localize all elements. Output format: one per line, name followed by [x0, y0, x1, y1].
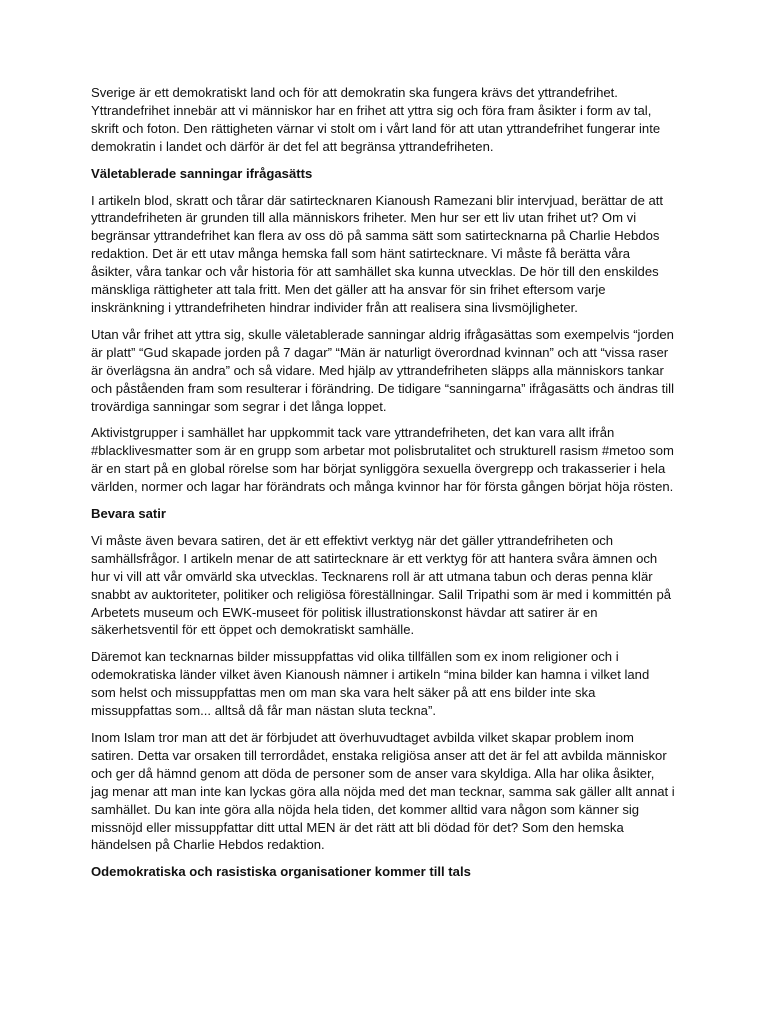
- paragraph-artikeln-blod: I artikeln blod, skratt och tårar där satirtecknaren Kianoush Ramezani blir intervjuad, berättar de att yttrandefriheten är grunden till alla människors friheter. Men hur ser ett liv utan frihet ut? Om vi begränsar yttrandefrihet kan flera av oss dö på samma sätt som satirtecknarna på Charlie Hebdos redaktion. Det är ett utav många hemska fall som hänt satirtecknare. Vi måste få berätta våra åsikter, våra tankar och vår historia för att samhället ska kunna utvecklas. De hör till den enskildes mänskliga rättigheter att tala fritt. Men det gäller att ha ansvar för sin frihet eftersom varje inskränkning i yttrandefriheten hindrar individer från att realisera sina livsmöjligheter.: [91, 192, 664, 315]
- paragraph-daremot: Däremot kan tecknarnas bilder missuppfattas vid olika tillfällen som ex inom religioner och i odemokratiska länder vilket även Kianoush nämner i artikeln “mina bilder kan hamna i vilket land som helst och missuppfattas men om man ska vara helt säker på att ens bilder inte ska missuppfattas som... alltså då får man nästan sluta teckna”.: [91, 649, 650, 719]
- document-page: [91, 84, 675, 890]
- paragraph-utan-var-frihet: Utan vår frihet att yttra sig, skulle väletablerade sanningar aldrig ifrågasättas som exempelvis “jorden är platt” “Gud skapade jorden på 7 dagar” “Män är naturligt överordnad kvinnan” och att “vissa raser är överlägsna än andra” och så vidare. Med hjälp av yttrandefriheten släpps alla människors tankar och påståenden fram som resulterar i förändring. De tidigare “sanningarna” ifrågasätts och ändras till trovärdiga sanningar som segrar i det långa loppet.: [91, 326, 674, 414]
- paragraph-bevara-satiren: Vi måste även bevara satiren, det är ett effektivt verktyg när det gäller yttrandefriheten och samhällsfrågor. I artikeln menar de att satirtecknare är ett verktyg för att hantera svåra ämnen och hur vi vill att vår omvärld ska utvecklas. Tecknarens roll är att utmana tabun och deras penna klär snabbt av auktoriteter, politiker och religiösa föreställningar. Salil Tripathi som är med i kommittén på Arbetets museum och EWK-museet för politisk illustrationskonst hävdar att satirer är en säkerhetsventil för ett öppet och demokratiskt samhälle.: [91, 532, 672, 638]
- heading-odemokratiska: Odemokratiska och rasistiska organisationer kommer till tals: [91, 864, 471, 880]
- heading-bevara-satir: Bevara satir: [91, 506, 166, 522]
- paragraph-intro: Sverige är ett demokratiskt land och för att demokratin ska fungera krävs det yttrandefrihet. Yttrandefrihet innebär att vi människor har en frihet att yttra sig och föra fram åsikter i form av tal, skrift och foton. Den rättigheten värnar vi stolt om i vårt land för att utan yttrandefrihet fungerar inte demokratin i landet och därför är det fel att begränsa yttrandefriheten.: [91, 85, 661, 154]
- heading-valetablerade-sanningar: Väletablerade sanningar ifrågasätts: [91, 165, 313, 181]
- paragraph-aktivistgrupper: Aktivistgrupper i samhället har uppkommit tack vare yttrandefriheten, det kan vara allt ifrån #blacklivesmatter som är en grupp som arbetar mot polisbrutalitet och strukturell rasism #metoo som är en start på en global rörelse som har börjat synliggöra sexuella övergrepp och trakasserier i hela världen, normer och lagar har förändrats och många kvinnor har för första gången börjat höja rösten.: [91, 425, 674, 495]
- paragraph-inom-islam: Inom Islam tror man att det är förbjudet att överhuvudtaget avbilda vilket skapar problem inom satiren. Detta var orsaken till terrordådet, enstaka religiösa anser att det är fel att avbilda människor och ger då hämnd genom att döda de personer som de anser vara skyldiga. Alla har olika åsikter, jag menar att man inte kan lyckas göra alla nöjda med det man tecknar, samma sak gäller allt annat i samhället. Du kan inte göra alla nöjda hela tiden, det kommer alltid vara någon som känner sig missnöjd eller missuppfattar ditt uttal MEN är det rätt att bli dödad för det? Som den hemska händelsen på Charlie Hebdos redaktion.: [91, 730, 675, 853]
